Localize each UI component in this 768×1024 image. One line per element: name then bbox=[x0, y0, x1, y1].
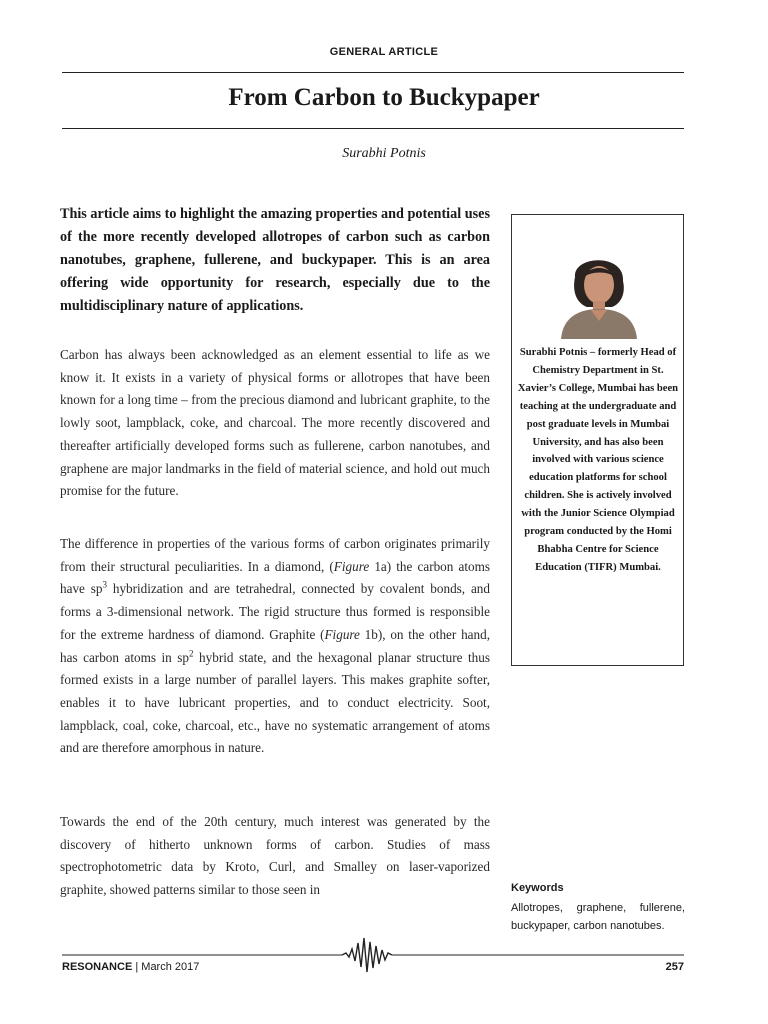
article-title: From Carbon to Buckypaper bbox=[228, 84, 540, 111]
figure-1a-ref: Figure bbox=[333, 558, 370, 574]
page-number: 257 bbox=[665, 961, 684, 973]
footer-citation bbox=[62, 961, 199, 973]
para2-text-1: The difference in properties of the various forms of carbon originates primarily from their structural peculiarities. In a diamond, ( bbox=[60, 536, 490, 574]
author-photo bbox=[555, 247, 643, 339]
para2-text-5: hybrid state, and the hexagonal planar structure thus formed exists in a large number of parallel layers. This makes graphite softer, enables it to have lubricant properties, and to conduct electricity. Soot, lampblack, coal, coke, charcoal, etc., have no systematic arrangement of atoms and are therefore amorphous in nature. bbox=[60, 649, 490, 756]
section-label: GENERAL ARTICLE bbox=[329, 46, 439, 58]
author-bio-text: Surabhi Potnis – formerly Head of Chemistry Department in St. Xavier’s College, Mumbai has been teaching at the undergraduate and post graduate levels in Mumbai University, and has also been involved with various science education platforms for school children. She is actively involved with the Junior Science Olympiad program conducted by the Homi Bhabha Centre for Science Education (TIFR) Mumbai. bbox=[517, 347, 679, 573]
sp3-superscript: 3 bbox=[102, 580, 107, 591]
para2-text-4: 1b), on the other hand, has carbon atoms in sp bbox=[60, 626, 490, 665]
issue-date: March 2017 bbox=[141, 961, 200, 973]
title-rule bbox=[62, 128, 684, 129]
footer-separator: | bbox=[132, 961, 142, 973]
author-name: Surabhi Potnis bbox=[342, 146, 426, 161]
para2-text-2: 1a) the carbon atoms have sp bbox=[60, 558, 490, 597]
figure-1b-ref: Figure bbox=[324, 626, 360, 642]
header-rule bbox=[62, 72, 684, 73]
body-paragraph-1: Carbon has always been acknowledged as an element essential to life as we know it. It exists in a variety of physical forms or allotropes that have been known for a long time – from the precious diamond and lubricant graphite, to the lowly soot, lampblack, coke, and charcoal. The more recently discovered and thereafter artificially developed forms such as fullerene, carbon nanotubes, and graphene are major landmarks in the field of material science, and hold out much promise for the future. bbox=[60, 347, 490, 499]
keywords-heading: Keywords bbox=[511, 882, 564, 894]
body-paragraph-2 bbox=[60, 533, 490, 760]
keywords-list: Allotropes, graphene, fullerene, buckypaper, carbon nanotubes. bbox=[511, 902, 685, 932]
body-paragraph-3: Towards the end of the 20th century, much interest was generated by the discovery of hitherto unknown forms of carbon. Studies of mass spectrophotometric data by Kroto, Curl, and Smalley on laser-vaporized graphite, showed patterns similar to those seen in bbox=[60, 814, 490, 898]
abstract: This article aims to highlight the amazing properties and potential uses of the more recently developed allotropes of carbon such as carbon nanotubes, graphene, fullerene, and buckypaper. This is an area offering wide opportunity for research, especially due to the multidisciplinary nature of applications. bbox=[60, 206, 490, 314]
journal-name: RESONANCE bbox=[62, 961, 133, 973]
para2-text-3: hybridization and are tetrahedral, connected by covalent bonds, and forms a 3-dimensional network. The rigid structure thus formed is responsible for the extreme hardness of diamond. Graphite ( bbox=[60, 581, 490, 642]
sp2-superscript: 2 bbox=[189, 648, 194, 659]
